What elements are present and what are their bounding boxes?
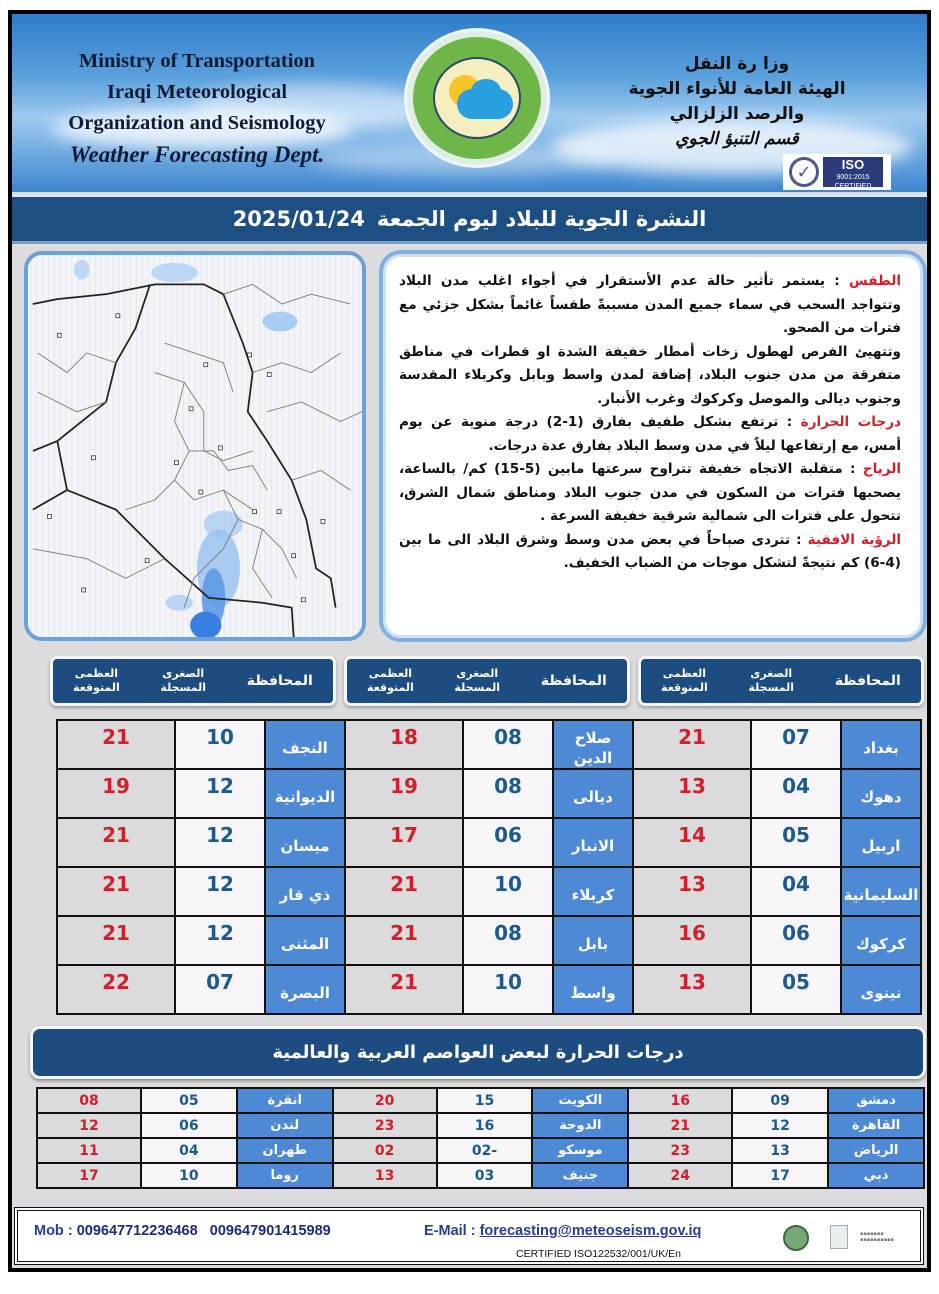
table-row xyxy=(37,1088,924,1113)
checkmark-icon: ✓ xyxy=(789,157,819,187)
min-temp: 12 xyxy=(732,1113,828,1138)
city-name: دبي xyxy=(828,1163,924,1188)
mobile-contact xyxy=(34,1223,331,1239)
en-ministry: Ministry of Transportation xyxy=(78,50,316,72)
city-name: موسكو xyxy=(532,1138,628,1163)
city-name: كربلاء xyxy=(553,867,633,916)
header-min: الصغرى المسجلة xyxy=(454,667,500,694)
table-row xyxy=(37,1163,924,1188)
min-temp: 09 xyxy=(732,1088,828,1113)
city-name: طهران xyxy=(237,1138,333,1163)
max-temp: 16 xyxy=(633,916,751,965)
max-temp: 13 xyxy=(633,965,751,1014)
city-name: كركوك xyxy=(841,916,921,965)
phone-number-2[interactable]: 009647901415989 xyxy=(209,1223,331,1239)
max-temp: 21 xyxy=(345,965,463,1014)
header-min: الصغرى المسجلة xyxy=(748,667,794,694)
ar-ministry: وزا رة النقل xyxy=(684,54,790,74)
min-temp: 12 xyxy=(175,867,265,916)
city-name: ديالى xyxy=(553,769,633,818)
min-temp: 06 xyxy=(141,1113,237,1138)
province-header-group xyxy=(344,656,630,706)
city-name: لندن xyxy=(237,1113,333,1138)
city-name: نينوى xyxy=(841,965,921,1014)
rain-text: وتتهيئ الفرص لهطول زخات أمطار خفيفة الشدة او قطرات في مناطق متفرقة من مدن جنوب البلاد، إضافة لمدن واسط وبابل وكربلاء المقدسة وجنوب ديالى والموصل وكركوك وغرب الأنبار. xyxy=(399,343,901,407)
max-temp: 23 xyxy=(628,1138,732,1163)
max-temp: 24 xyxy=(628,1163,732,1188)
email-contact xyxy=(424,1223,701,1239)
city-name: انقرة xyxy=(237,1088,333,1113)
max-temp: 12 xyxy=(37,1113,141,1138)
max-temp: 17 xyxy=(345,818,463,867)
certification-mark-icon xyxy=(830,1225,848,1249)
bulletin-title-bar xyxy=(12,194,927,244)
weather-paragraph xyxy=(399,270,901,341)
table-row xyxy=(57,818,921,867)
certification-seal-icon xyxy=(783,1225,809,1251)
min-temp: 04 xyxy=(141,1138,237,1163)
min-temp: 06 xyxy=(463,818,553,867)
en-dept: Weather Forecasting Dept. xyxy=(69,142,325,167)
table-row xyxy=(37,1113,924,1138)
organization-logo xyxy=(404,28,550,168)
max-temp: 21 xyxy=(345,916,463,965)
min-temp: 16 xyxy=(437,1113,533,1138)
max-temp: 21 xyxy=(57,818,175,867)
header-banner xyxy=(12,14,927,192)
temperature-label: درجات الحرارة xyxy=(800,414,902,430)
english-org-title xyxy=(32,46,362,170)
iso-status: CERTIFIED xyxy=(834,183,872,190)
iso-title: ISO xyxy=(841,157,865,172)
weather-text: : يستمر تأثير حالة عدم الأستقرار في أجواء اغلب مدن البلاد وتتواجد السحب في سماء جميع المدن مسببةً طقساً غائماً بشكل جزئي مع فترات من الصحو. xyxy=(399,273,901,336)
min-temp: 05 xyxy=(751,818,841,867)
temperature-paragraph xyxy=(399,411,901,458)
max-temp: 13 xyxy=(633,769,751,818)
min-temp: 07 xyxy=(751,720,841,769)
min-temp: 10 xyxy=(463,965,553,1014)
certification-text: CERTIFIED ISO122532/001/UK/En xyxy=(516,1248,681,1260)
min-temp: -02 xyxy=(437,1138,533,1163)
bulletin-date: 2025/01/24 xyxy=(232,207,365,231)
email-link[interactable]: forecasting@meteoseism.gov.iq xyxy=(479,1223,702,1239)
city-name: الرياض xyxy=(828,1138,924,1163)
temperature-text: : ترتفع بشكل طفيف بفارق (1-2) درجة منوية عن يوم أمس، مع إرتفاعها ليلاً في مدن وسط البلاد بفارق عدة درجات. xyxy=(399,414,901,454)
header-max: العظمى المتوقعة xyxy=(73,667,120,694)
min-temp: 08 xyxy=(463,720,553,769)
city-name: الدوحة xyxy=(532,1113,628,1138)
min-temp: 08 xyxy=(463,769,553,818)
forecast-text-panel xyxy=(379,250,927,642)
ar-dept: قسم التنبؤ الجوي xyxy=(675,129,799,149)
max-temp: 21 xyxy=(57,916,175,965)
bulletin-title: النشرة الجوية للبلاد ليوم الجمعة xyxy=(376,207,707,231)
city-name: بغداد xyxy=(841,720,921,769)
city-name: الديوانية xyxy=(265,769,345,818)
province-temperature-table xyxy=(56,719,922,1015)
wind-paragraph xyxy=(399,458,901,529)
wind-label: الرياح xyxy=(862,461,902,477)
max-temp: 19 xyxy=(345,769,463,818)
city-name: ميسان xyxy=(265,818,345,867)
min-temp: 12 xyxy=(175,818,265,867)
max-temp: 16 xyxy=(628,1088,732,1113)
mobile-label: Mob : xyxy=(34,1223,73,1239)
min-temp: 10 xyxy=(175,720,265,769)
visibility-paragraph xyxy=(399,529,901,576)
max-temp: 21 xyxy=(57,867,175,916)
max-temp: 21 xyxy=(628,1113,732,1138)
min-temp: 05 xyxy=(751,965,841,1014)
header-max: العظمى المتوقعة xyxy=(661,667,708,694)
en-org-line2: Organization and Seismology xyxy=(68,112,326,134)
contact-footer xyxy=(14,1207,924,1265)
min-temp: 12 xyxy=(175,769,265,818)
province-table-headers xyxy=(50,656,924,706)
min-temp: 05 xyxy=(141,1088,237,1113)
min-temp: 12 xyxy=(175,916,265,965)
max-temp: 22 xyxy=(57,965,175,1014)
max-temp: 02 xyxy=(333,1138,437,1163)
city-name: البصرة xyxy=(265,965,345,1014)
min-temp: 03 xyxy=(437,1163,533,1188)
visibility-label: الرؤية الافقية xyxy=(807,531,901,548)
ar-org-line2: والرصد الزلزالي xyxy=(669,104,805,124)
table-row xyxy=(37,1138,924,1163)
weather-map xyxy=(24,251,366,641)
header-province: المحافظة xyxy=(834,673,901,689)
city-name: القاهرة xyxy=(828,1113,924,1138)
max-temp: 23 xyxy=(333,1113,437,1138)
province-header-group xyxy=(50,656,336,706)
province-header-group xyxy=(638,656,924,706)
city-name: الكويت xyxy=(532,1088,628,1113)
max-temp: 13 xyxy=(633,867,751,916)
iraq-map-graphic xyxy=(28,255,362,637)
min-temp: 06 xyxy=(751,916,841,965)
arabic-org-title xyxy=(587,52,887,152)
table-row xyxy=(57,769,921,818)
certification-small-text: ▪▪▪▪▪▪▪ ▪▪▪▪▪▪▪▪▪▪ xyxy=(860,1231,894,1243)
weather-label: الطقس xyxy=(848,273,901,289)
city-name: صلاح الدين xyxy=(553,720,633,769)
table-row xyxy=(57,867,921,916)
header-province: المحافظة xyxy=(540,673,607,689)
visibility-text: : تتردى صباحاً في بعض مدن وسط وشرق البلاد الى ما بين (4-6) كم نتيجةً لتشكل موجات من الضباب الخفيف. xyxy=(399,531,901,571)
phone-number-1[interactable]: 009647712236468 xyxy=(76,1223,198,1239)
max-temp: 20 xyxy=(333,1088,437,1113)
city-name: النجف xyxy=(265,720,345,769)
header-province: المحافظة xyxy=(246,673,313,689)
max-temp: 21 xyxy=(633,720,751,769)
min-temp: 10 xyxy=(463,867,553,916)
city-name: دهوك xyxy=(841,769,921,818)
max-temp: 13 xyxy=(333,1163,437,1188)
city-name: روما xyxy=(237,1163,333,1188)
min-temp: 10 xyxy=(141,1163,237,1188)
max-temp: 11 xyxy=(37,1138,141,1163)
capitals-title: درجات الحرارة لبعض العواصم العربية والعالمية xyxy=(272,1042,684,1063)
min-temp: 13 xyxy=(732,1138,828,1163)
table-row xyxy=(57,720,921,769)
capitals-title-bar xyxy=(30,1026,926,1079)
city-name: ذي قار xyxy=(265,867,345,916)
max-temp: 18 xyxy=(345,720,463,769)
iso-standard: 9001:2015 xyxy=(836,174,870,181)
max-temp: 14 xyxy=(633,818,751,867)
city-name: دمشق xyxy=(828,1088,924,1113)
ar-org-line1: الهيئة العامة للأنواء الجوية xyxy=(628,79,846,99)
city-name: المثنى xyxy=(265,916,345,965)
city-name: الانبار xyxy=(553,818,633,867)
max-temp: 21 xyxy=(345,867,463,916)
city-name: اربيل xyxy=(841,818,921,867)
email-label: E-Mail : xyxy=(424,1223,476,1239)
iso-badge xyxy=(783,154,891,190)
max-temp: 17 xyxy=(37,1163,141,1188)
min-temp: 04 xyxy=(751,769,841,818)
city-name: بابل xyxy=(553,916,633,965)
capitals-temperature-table xyxy=(36,1087,925,1189)
en-org-line1: Iraqi Meteorological xyxy=(106,81,288,103)
min-temp: 07 xyxy=(175,965,265,1014)
min-temp: 15 xyxy=(437,1088,533,1113)
city-name: جنيف xyxy=(532,1163,628,1188)
city-name: السليمانية xyxy=(841,867,921,916)
wind-text: : متقلبة الاتجاه خفيفة تتراوح سرعتها مابين (5-15) كم/ بالساعة، يصحبها فترات من السكون في مدن جنوب البلاد ومناطق شمال الشرق، تتحول على فترات الى شمالية شرقية خفيفة السرعة . xyxy=(399,461,901,524)
table-row xyxy=(57,965,921,1014)
table-row xyxy=(57,916,921,965)
city-name: واسط xyxy=(553,965,633,1014)
max-temp: 21 xyxy=(57,720,175,769)
min-temp: 04 xyxy=(751,867,841,916)
max-temp: 08 xyxy=(37,1088,141,1113)
header-max: العظمى المتوقعة xyxy=(367,667,414,694)
max-temp: 19 xyxy=(57,769,175,818)
min-temp: 08 xyxy=(463,916,553,965)
bulletin-page xyxy=(8,10,931,1272)
header-min: الصغرى المسجلة xyxy=(160,667,206,694)
min-temp: 17 xyxy=(732,1163,828,1188)
